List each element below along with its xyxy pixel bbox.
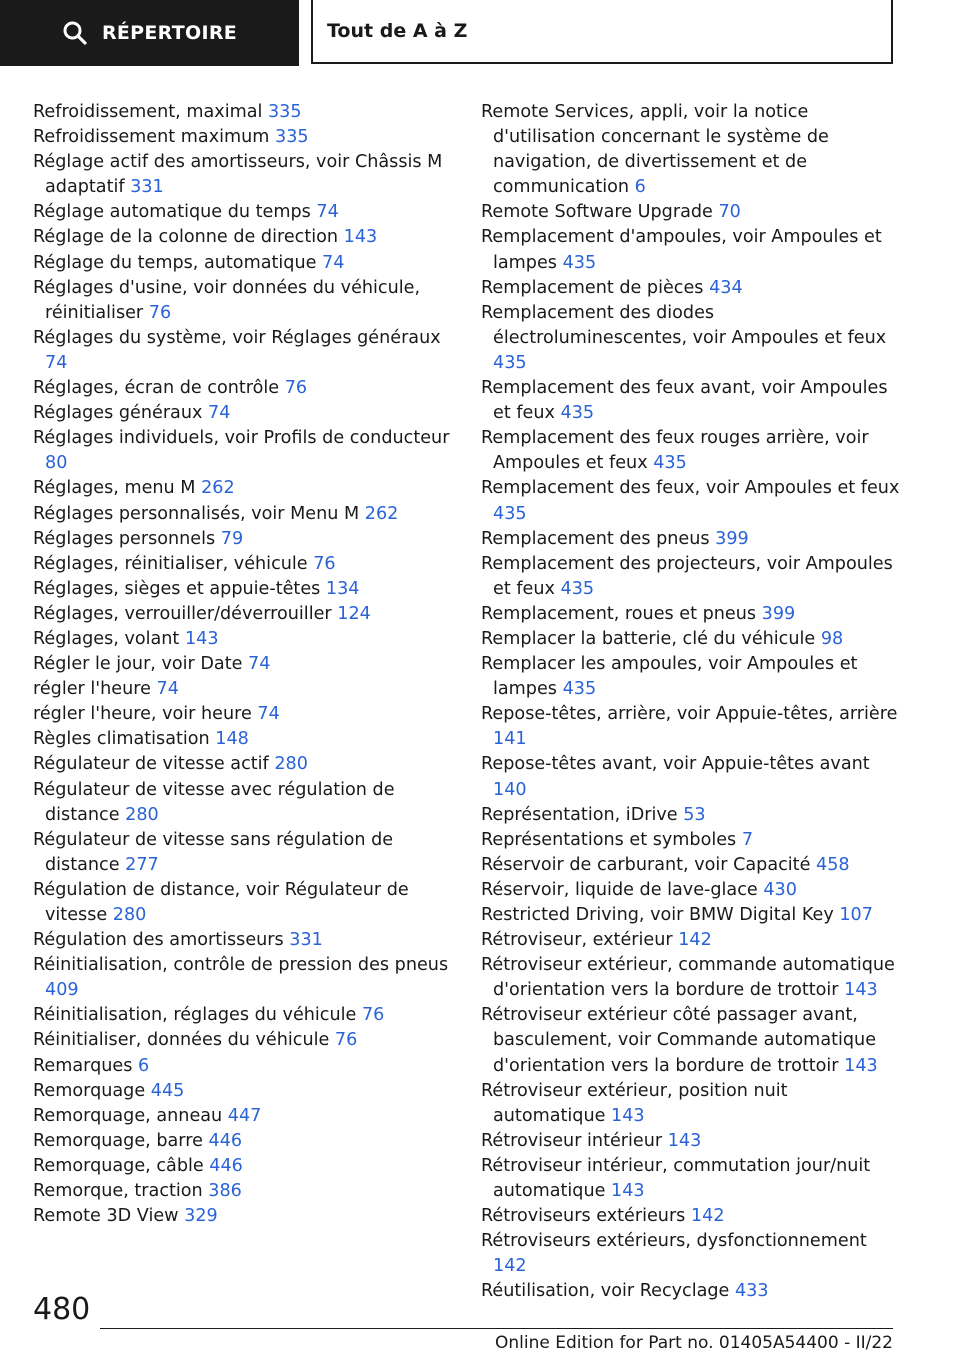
index-entry-term: Remplacement des feux, voir Ampoules et feux [481,478,900,499]
index-entry-page-link[interactable]: 107 [839,905,873,925]
index-entry-term: Réglages d'usine, voir données du véhicule, réinitialiser [33,277,421,323]
page-number: 480 [33,1292,91,1327]
index-entry-page-link[interactable]: 280 [274,754,308,775]
index-entry [33,1028,453,1053]
directory-tab-label: RÉPERTOIRE [101,22,238,44]
index-entry [33,652,453,677]
index-entry-term: Réinitialiser, données du véhicule [33,1030,330,1051]
index-entry-term: Repose-têtes, arrière, voir Appuie-têtes, arrière [481,704,898,725]
index-entry-term: Réglages du système, voir Réglages généraux [33,327,441,348]
index-entry-term: Remplacement des feux rouges arrière, voir Ampoules et feux [481,428,869,474]
index-entry-page-link[interactable]: 335 [267,102,302,122]
index-entry-term: Règles climatisation [33,729,210,750]
index-entry-term: Remorquage, anneau [33,1105,223,1126]
index-entry-term: Rétroviseur extérieur côté passager avant, basculement, voir Commande automatique d'orientation vers la bordure de trottoir [481,1005,877,1076]
index-entry-term: Remplacement d'ampoules, voir Ampoules et lampes [481,227,882,273]
index-entry-term: Remplacer la batterie, clé du véhicule [481,628,816,649]
index-entry-page-link[interactable]: 331 [130,177,164,198]
index-entry-page-link[interactable]: 430 [763,879,797,900]
index-entry [33,1154,453,1179]
index-entry [33,828,453,878]
index-entry-page-link[interactable]: 435 [560,403,595,424]
index-entry-page-link[interactable]: 280 [125,804,159,825]
index-entry [481,953,901,1003]
index-entry-term: Régulateur de vitesse avec régulation de distance [33,779,395,825]
index-entry [33,476,453,501]
index-entry [481,1154,901,1204]
index-entry-term: Rétroviseur intérieur [481,1130,663,1151]
index-entry-page-link[interactable]: 399 [761,603,796,624]
index-entry [33,376,453,401]
index-entry-page-link[interactable]: 76 [148,302,172,323]
index-entry [481,903,901,928]
index-entry-term: Remplacer les ampoules, voir Ampoules et lampes [481,654,858,700]
index-entry-term: Représentation, iDrive [481,804,678,825]
index-entry-term: Réglages, volant [33,628,180,649]
tab-bar [0,0,960,66]
index-entry [481,1079,901,1129]
index-entry [33,426,453,476]
index-entry [33,502,453,527]
index-entry-page-link[interactable]: 140 [493,779,527,800]
index-entry [481,1229,901,1279]
index-entry-page-link[interactable]: 329 [184,1206,218,1227]
index-entry [481,100,901,200]
index-entry [481,1003,901,1078]
index-entry-page-link[interactable]: 458 [816,854,850,875]
index-entry-page-link[interactable]: 74 [248,654,271,675]
index-entry-term: Remplacement des projecteurs, voir Ampoules et feux [481,553,893,599]
index-entry [481,878,901,903]
index-entry [33,727,453,752]
index-entry-term: Remplacement des pneus [481,528,710,549]
index-entry-term: Régulateur de vitesse sans régulation de distance [33,829,394,875]
index-entry-page-link[interactable]: 134 [325,578,360,599]
index-entry [33,200,453,225]
index-entry-page-link[interactable]: 148 [215,729,249,750]
index-entry-term: Rétroviseurs extérieurs, dysfonctionnement [481,1231,867,1252]
index-entry [33,1079,453,1104]
index-entry [33,276,453,326]
index-entry [481,426,901,476]
index-entry-term: Réglage de la colonne de direction [33,227,339,248]
index-entry-term: Remote Software Upgrade [481,202,713,223]
index-entry-page-link[interactable]: 143 [611,1105,645,1126]
index-entry-term: Représentations et symboles [481,829,737,850]
index-entry-page-link[interactable]: 435 [560,578,595,599]
index-entry-term: Remote 3D View [33,1206,179,1227]
index-entry-term: Refroidissement maximum [33,127,270,148]
index-entry-page-link[interactable]: 277 [125,854,159,875]
index-entry-page-link[interactable]: 143 [844,980,878,1001]
index-entry [33,878,453,928]
index-entry [33,1179,453,1204]
index-entry [33,752,453,777]
index-entry-term: Régulation de distance, voir Régulateur de vitesse [33,879,409,925]
index-entry [33,527,453,552]
index-entry-page-link[interactable]: 262 [201,478,235,499]
index-entry [33,1129,453,1154]
index-entry-page-link[interactable]: 74 [322,252,345,273]
index-entry-term: régler l'heure, voir heure [33,704,252,725]
index-entry [33,627,453,652]
index-entry [481,702,901,752]
search-icon [62,20,88,46]
section-tab-label: Tout de A à Z [327,20,468,42]
index-entry [481,652,901,702]
index-entry-page-link[interactable]: 143 [184,628,219,649]
index-entry-page-link[interactable]: 399 [715,528,749,549]
index-entry-page-link[interactable]: 435 [493,352,527,373]
section-tab[interactable] [311,0,893,64]
index-entry-page-link[interactable]: 445 [150,1080,185,1101]
directory-tab[interactable] [0,0,299,66]
index-entry-term: Réglage du temps, automatique [33,252,317,273]
index-column-left [33,100,453,1229]
index-entry [33,602,453,627]
index-entry-term: Réinitialisation, réglages du véhicule [33,1005,357,1026]
index-entry [33,326,453,376]
index-entry-page-link[interactable]: 80 [45,453,68,474]
index-entry-page-link[interactable]: 434 [709,277,743,298]
index-entry-term: Rétroviseur extérieur, position nuit automatique [481,1080,788,1126]
index-entry-term: Réglages personnels [33,528,216,549]
footer-divider [100,1328,893,1329]
index-entry [33,125,453,150]
index-entry-term: Refroidissement, maximal [33,102,263,122]
index-entry-page-link[interactable]: 435 [493,503,527,524]
index-entry-term: Réglages individuels, voir Profils de conducteur [33,428,450,449]
index-entry-page-link[interactable]: 435 [562,252,597,273]
index-entry [33,577,453,602]
index-entry-page-link[interactable]: 79 [220,528,244,549]
index-entry [481,476,901,526]
index-entry [481,853,901,878]
index-entry-page-link[interactable]: 7 [741,829,754,850]
index-entry-term: Remarques [33,1055,133,1076]
index-entry [33,100,453,125]
index-entry [481,527,901,552]
index-entry [481,752,901,802]
index-entry-page-link[interactable]: 262 [364,503,399,524]
index-entry [33,1003,453,1028]
index-entry [33,251,453,276]
index-entry-term: Remorque, traction [33,1181,203,1202]
index-entry-term: Rétroviseur extérieur, commande automatique d'orientation vers la bordure de trottoir [481,955,895,1001]
index-entry-term: Réutilisation, voir Recyclage [481,1281,730,1302]
index-entry-page-link[interactable]: 142 [493,1256,527,1277]
index-entry-term: Régler le jour, voir Date [33,654,243,675]
index-entry-term: Réglages, verrouiller/déverrouiller [33,603,332,624]
index-entry-page-link[interactable]: 409 [45,980,79,1001]
index-entry [481,828,901,853]
index-entry-term: Réglages, réinitialiser, véhicule [33,553,308,574]
index-entry-term: Remplacement de pièces [481,277,704,298]
index-entry-page-link[interactable]: 6 [138,1055,150,1076]
index-entry [33,953,453,1003]
index-entry-page-link[interactable]: 433 [734,1281,769,1302]
index-entry [481,1204,901,1229]
index-entry-page-link[interactable]: 447 [227,1105,262,1126]
index-entry [33,552,453,577]
index-entry [481,1279,901,1304]
index-entry [481,301,901,376]
index-entry [481,552,901,602]
index-entry-page-link[interactable]: 143 [611,1181,645,1202]
index-entry-term: Remorquage, câble [33,1155,204,1176]
index-entry-term: Réglages, menu M [33,478,196,499]
index-entry-page-link[interactable]: 74 [208,403,231,424]
index-entry [33,1104,453,1129]
index-entry-term: Remote Services, appli, voir la notice d'utilisation concernant le système de navigation, de divertissement et de communication [481,102,829,198]
index-entry-term: Rétroviseur intérieur, commutation jour/nuit automatique [481,1155,871,1202]
index-entry-term: Régulateur de vitesse actif [33,754,269,775]
index-entry-term: Réglages, écran de contrôle [33,378,280,399]
index-entry-page-link[interactable]: 76 [334,1030,358,1051]
index-entry-page-link[interactable]: 280 [112,905,147,925]
index-entry-term: Remplacement des diodes électroluminescentes, voir Ampoules et feux [481,302,887,348]
index-entry-page-link[interactable]: 53 [683,804,706,825]
index-entry-term: Remorquage, barre [33,1130,203,1151]
index-entry-page-link[interactable]: 74 [156,679,179,700]
index-entry-term: Restricted Driving, voir BMW Digital Key [481,905,834,925]
index-entry-term: Réglage actif des amortisseurs, voir Châssis M adaptatif [33,152,443,198]
index-entry-term: Réglages, sièges et appuie-têtes [33,578,321,599]
index-entry-term: régler l'heure [33,679,151,700]
index-entry-page-link[interactable]: 446 [209,1155,243,1176]
index-entry-page-link[interactable]: 141 [493,729,527,750]
index-entry-page-link[interactable]: 142 [690,1206,725,1227]
index-entry-term: Remplacement, roues et pneus [481,603,757,624]
index-entry [33,928,453,953]
index-entry-term: Réglage automatique du temps [33,202,311,223]
index-entry-term: Régulation des amortisseurs [33,930,284,951]
index-entry-page-link[interactable]: 76 [313,553,336,574]
index-entry-page-link[interactable]: 6 [634,177,646,198]
index-entry [481,276,901,301]
index-entry-page-link[interactable]: 435 [562,679,597,700]
index-entry-page-link[interactable]: 74 [316,202,339,223]
index-entry [33,1204,453,1229]
index-entry-term: Repose-têtes avant, voir Appuie-têtes avant [481,754,870,775]
index-entry-page-link[interactable]: 143 [667,1130,702,1151]
index-entry-term: Réservoir de carburant, voir Capacité [481,854,811,875]
index-entry [33,1054,453,1079]
index-column-right [481,100,901,1305]
index-entry-term: Réservoir, liquide de lave-glace [481,879,758,900]
index-entry [481,225,901,275]
edition-note: Online Edition for Part no. 01405A54400 - II/22 [494,1333,893,1353]
index-entry-term: Réglages généraux [33,403,203,424]
index-entry [481,376,901,426]
index-entry-term: Rétroviseur, extérieur [481,930,673,951]
index-entry-page-link[interactable]: 74 [45,352,68,373]
index-entry-page-link[interactable]: 124 [337,603,371,624]
index-entry-page-link[interactable]: 386 [208,1181,242,1202]
index-entry [481,200,901,225]
index-entry-page-link[interactable]: 142 [678,930,712,951]
index-entry [481,602,901,627]
index-entry [33,150,453,200]
index-entry-page-link[interactable]: 435 [653,453,687,474]
index-entry-page-link[interactable]: 76 [361,1005,385,1026]
index-entry-page-link[interactable]: 98 [820,628,844,649]
index-entry-term: Rétroviseurs extérieurs [481,1206,686,1227]
index-entry-page-link[interactable]: 143 [343,227,378,248]
index-entry [481,1129,901,1154]
index-entry-term: Réglages personnalisés, voir Menu M [33,503,360,524]
index-entry-term: Remorquage [33,1080,146,1101]
index-entry-page-link[interactable]: 335 [275,127,309,148]
index-entry-page-link[interactable]: 331 [289,930,323,951]
index-entry [481,627,901,652]
index-entry [33,702,453,727]
index-entry-page-link[interactable]: 70 [718,202,741,223]
index-entry [33,778,453,828]
index-entry-page-link[interactable]: 76 [284,378,308,399]
index-entry-page-link[interactable]: 446 [208,1130,243,1151]
index-entry-page-link[interactable]: 74 [257,704,280,725]
index-entry [481,928,901,953]
index-entry-page-link[interactable]: 143 [844,1055,878,1076]
index-entry [33,401,453,426]
index-entry [481,803,901,828]
index-entry-term: Réinitialisation, contrôle de pression des pneus [33,955,449,976]
index-entry [33,225,453,250]
index-entry-term: Remplacement des feux avant, voir Ampoules et feux [481,378,888,424]
index-entry [33,677,453,702]
